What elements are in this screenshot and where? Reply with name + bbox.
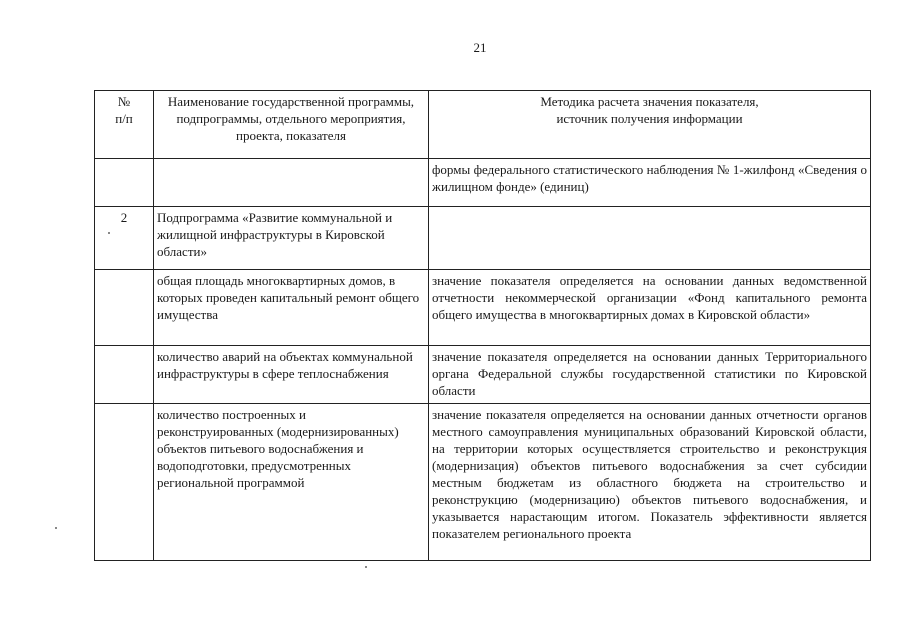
indicator-name xyxy=(154,159,429,207)
indicator-method: значение показателя определяется на основании данных отчетности органов местного самоуправления муниципальных образований Кировской области, на территории которых осуществляется строительство и реконструкция (модернизация) объектов питьевого водоснабжения за счет субсидии местным бюджетам из областного бюджета на строительство и реконструкцию (модернизацию) объектов питьевого водоснабжения, и указывается нарастающим итогом. Показатель эффективности является показателем регионального проекта xyxy=(429,404,871,561)
header-number: № п/п xyxy=(95,91,154,159)
indicator-methodology-table xyxy=(94,90,871,561)
scan-speck xyxy=(55,527,57,529)
page-number: 21 xyxy=(473,40,487,55)
indicator-method xyxy=(429,207,871,270)
scan-speck xyxy=(365,566,367,568)
scan-speck xyxy=(108,232,110,234)
indicator-method: формы федерального статистического наблюдения № 1-жилфонд «Сведения о жилищном фонде» (единиц) xyxy=(429,159,871,207)
table-row xyxy=(95,346,871,404)
row-number xyxy=(95,159,154,207)
table-row xyxy=(95,270,871,346)
indicator-method: значение показателя определяется на основании данных ведомственной отчетности некоммерческой организации «Фонд капитального ремонта общего имущества в многоквартирных домах в Кировской области» xyxy=(429,270,871,346)
table-row xyxy=(95,207,871,270)
table-header-row xyxy=(95,91,871,159)
table-row xyxy=(95,159,871,207)
indicator-name: количество построенных и реконструированных (модернизированных) объектов питьевого водоснабжения и водоподготовки, предусмотренных региональной программой xyxy=(154,404,429,561)
indicator-name: общая площадь многоквартирных домов, в которых проведен капитальный ремонт общего имущества xyxy=(154,270,429,346)
indicator-name: количество аварий на объектах коммунальной инфраструктуры в сфере теплоснабжения xyxy=(154,346,429,404)
row-number xyxy=(95,346,154,404)
indicator-method: значение показателя определяется на основании данных Территориального органа Федеральной службы государственной статистики по Кировской области xyxy=(429,346,871,404)
header-method: Методика расчета значения показателя, источник получения информации xyxy=(429,91,871,159)
row-number xyxy=(95,404,154,561)
header-name: Наименование государственной программы, подпрограммы, отдельного мероприятия, проекта, показателя xyxy=(154,91,429,159)
row-number xyxy=(95,270,154,346)
table-row xyxy=(95,404,871,561)
row-number: 2 xyxy=(95,207,154,270)
subprogram-name: Подпрограмма «Развитие коммунальной и жилищной инфраструктуры в Кировской области» xyxy=(154,207,429,270)
